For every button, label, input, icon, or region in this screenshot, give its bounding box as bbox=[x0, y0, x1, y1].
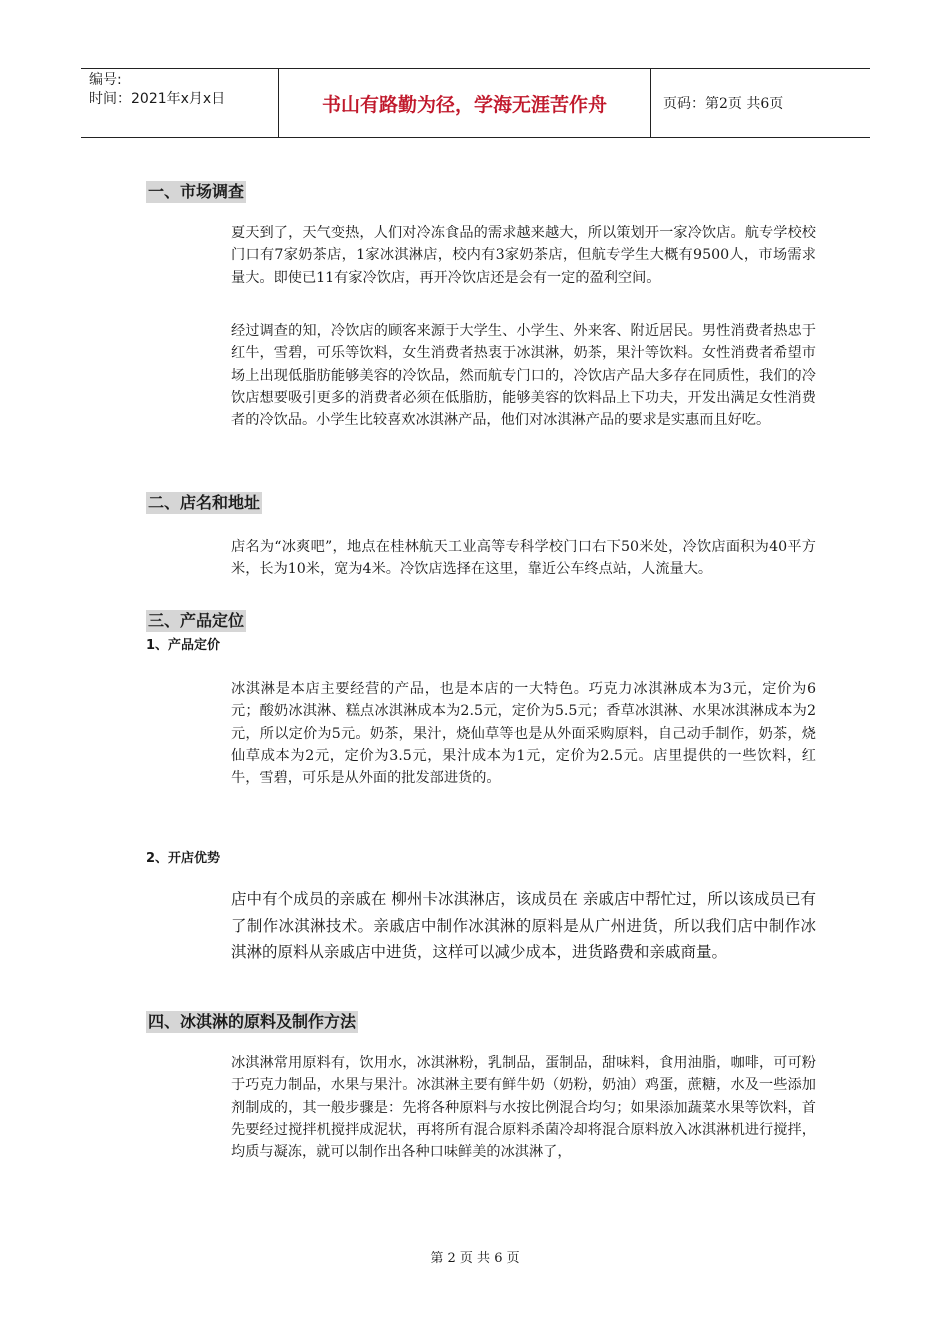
paragraph-pricing: 冰淇淋是本店主要经营的产品，也是本店的一大特色。巧克力冰淇淋成本为3元，定价为6元；酸奶冰淇淋、糕点冰淇淋成本为2.5元，定价为5.5元；香草冰淇淋、水果冰淇淋成本为2元，所以定价为5元。奶茶，果汁，烧仙草等也是从外面采购原料，自己动手制作，奶茶，烧仙草成本为2元，定价为3.5元，果汁成本为1元，定价为2.5元。店里提供的一些饮料，红牛，雪碧，可乐是从外面的批发部进货的。 bbox=[231, 681, 816, 787]
header-meta bbox=[81, 69, 279, 137]
header-page-info: 页码：第2页 共6页 bbox=[663, 96, 784, 112]
paragraph-market-survey-1: 夏天到了，天气变热，人们对冷冻食品的需求越来越大，所以策划开一家冷饮店。航专学校校门口有7家奶茶店，1家冰淇淋店，校内有3家奶茶店，但航专学生大概有9500人，市场需求量大。即使已11有家冷饮店，再开冷饮店还是会有一定的盈利空间。 bbox=[231, 225, 816, 286]
header-motto: 书山有路勤为径，学海无涯苦作舟 bbox=[279, 69, 651, 137]
subsection-title-pricing: 1、产品定价 bbox=[146, 638, 221, 653]
section-title-product-positioning: 三、产品定位 bbox=[148, 611, 245, 630]
page-footer: 第 2 页 共 6 页 bbox=[430, 1251, 520, 1266]
section-title-market-survey: 一、市场调查 bbox=[148, 182, 245, 201]
paragraph-market-survey-2: 经过调查的知，冷饮店的顾客来源于大学生、小学生、外来客、附近居民。男性消费者热忠于红牛，雪碧，可乐等饮料，女生消费者热衷于冰淇淋，奶茶，果汁等饮料。女性消费者希望市场上出现低脂肪能够美容的冷饮品，然而航专门口的，冷饮店产品大多存在同质性，我们的冷饮店想要吸引更多的消费者必须在低脂肪，能够美容的饮料品上下功夫，开发出满足女性消费者的冷饮品。小学生比较喜欢冰淇淋产品，他们对冰淇淋产品的要求是实惠而且好吃。 bbox=[231, 323, 816, 429]
section-title-ingredients: 四、冰淇淋的原料及制作方法 bbox=[148, 1012, 357, 1031]
paragraph-advantages: 店中有个成员的亲戚在 柳州卡冰淇淋店，该成员在 亲戚店中帮忙过，所以该成员已有了制作冰淇淋技术。亲戚店中制作冰淇淋的原料是从广州进货，所以我们店中制作冰淇淋的原料从亲戚店中进货，这样可以减少成本，进货路费和亲戚商量。 bbox=[231, 890, 816, 961]
section-title-store-name: 二、店名和地址 bbox=[148, 493, 261, 512]
document-time: 时间：2021年x月x日 bbox=[89, 91, 226, 107]
document-number-label: 编号: bbox=[89, 72, 122, 88]
subsection-title-advantages: 2、开店优势 bbox=[146, 851, 221, 866]
page-header bbox=[81, 68, 870, 138]
paragraph-store-name: 店名为“冰爽吧”，地点在桂林航天工业高等专科学校门口右下50米处，冷饮店面积为40平方米，长为10米，宽为4米。冷饮店选择在这里，靠近公车终点站，人流量大。 bbox=[231, 539, 816, 578]
paragraph-ingredients: 冰淇淋常用原料有，饮用水，冰淇淋粉，乳制品，蛋制品，甜味料，食用油脂，咖啡，可可粉于巧克力制品，水果与果汁。冰淇淋主要有鲜牛奶（奶粉，奶油）鸡蛋，蔗糖，水及一些添加剂制成的，其一般步骤是：先将各种原料与水按比例混合均匀；如果添加蔬菜水果等饮料，首先要经过搅拌机搅拌成泥状，再将所有混合原料杀菌冷却将混合原料放入冰淇淋机进行搅拌，均质与凝冻，就可以制作出各种口味鲜美的冰淇淋了， bbox=[231, 1055, 816, 1161]
